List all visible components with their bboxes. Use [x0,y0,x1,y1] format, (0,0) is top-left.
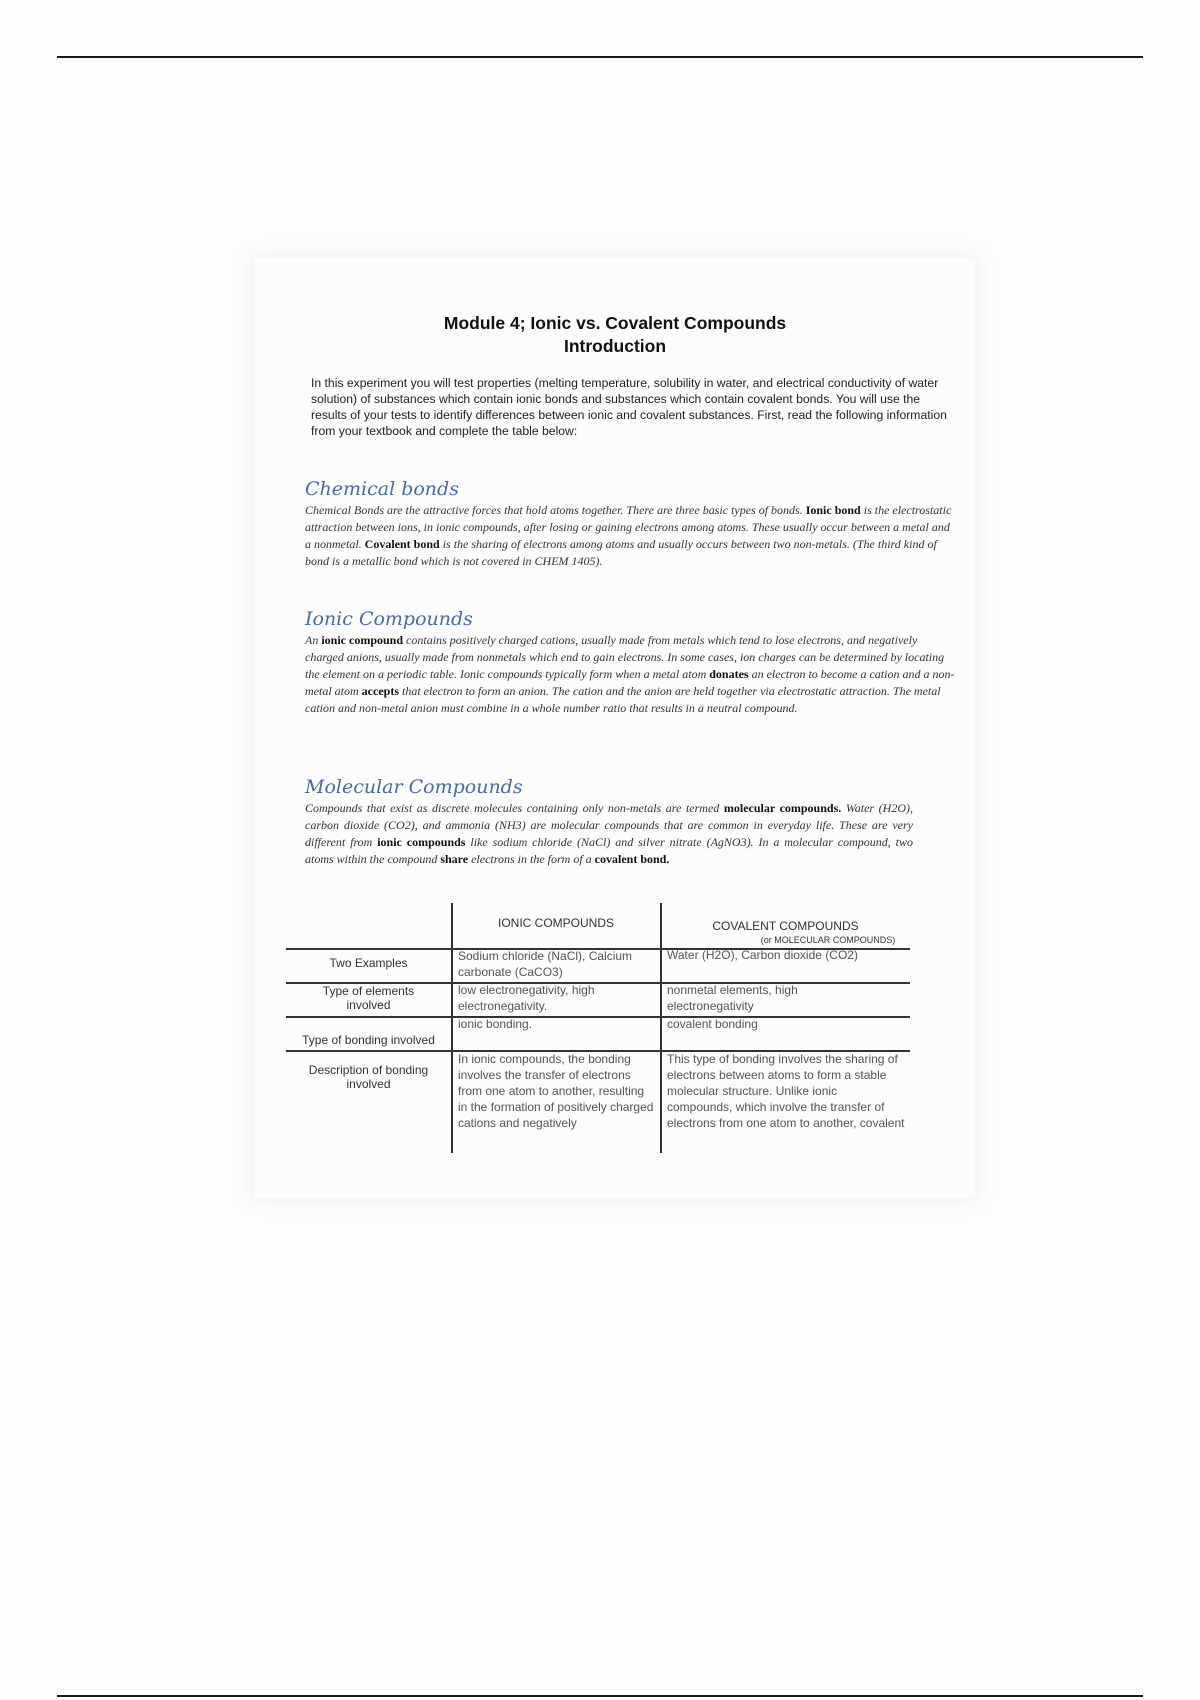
header-covalent-compounds: COVALENT COMPOUNDS [712,919,859,933]
term-share: share [440,852,469,866]
cell-covalent-bonding: covalent bonding [667,1017,758,1031]
text-run: an electron to become a cation and a non-metal atom [305,667,955,698]
row-label-type-of-bonding: Type of bonding involved [302,1033,435,1047]
intro-paragraph: In this experiment you will test properties (melting temperature, solubility in water, and electrical conductivity of water solution) of substances which contain ionic bonds and substances which contain covalent bonds. You will use the results of your tests to identify differences between ionic and covalent substances. First, read the following information from your textbook and complete the table below: [311,376,947,438]
cell-ionic-examples: Sodium chloride (NaCl), Calcium carbonate (CaCO3) [458,949,633,979]
term-donates: donates [709,667,749,681]
term-covalent-bond: Covalent bond [364,537,440,551]
term-ionic-compounds: ionic compounds [377,835,466,849]
term-covalent-bond: covalent bond. [594,852,670,866]
term-ionic-compound: ionic compound [321,633,404,647]
text-run: like sodium chloride (NaCl) and silver nitrate (AgNO3). In a molecular compound, two atoms within the compound [305,835,913,866]
table-divider [451,903,453,1153]
text-run: An [305,633,322,647]
cell-covalent-elements: nonmetal elements, high electronegativity [667,983,798,1013]
table-divider [660,903,662,1153]
header-covalent-subtitle: (or MOLECULAR COMPOUNDS) [760,935,896,945]
bottom-rule [57,1695,1143,1697]
paragraph-chemical-bonds [305,502,955,570]
cell-ionic-bonding: ionic bonding. [458,1017,533,1031]
cell-ionic-description: In ionic compounds, the bonding involves the transfer of electrons from one atom to another, resulting in the formation of positively charged cations and negatively [458,1052,654,1130]
term-ionic-bond: Ionic bond [805,503,861,517]
heading-chemical-bonds: Chemical bonds [305,478,459,500]
row-label-type-of-elements: Type of elements involved [322,984,415,1012]
text-run: electrons in the form of a [468,852,595,866]
document-page [255,258,975,1198]
paragraph-ionic-compounds [305,632,955,717]
text-run: that electron to form an anion. The cation and the anion are held together via electrostatic attraction. The metal cation and non-metal anion must combine in a whole number ratio that results in a neutral compound. [305,684,941,715]
text-run: is the electrostatic attraction between ions, in ionic compounds, after losing or gaining electrons among atoms. These usually occur between a metal and a nonmetal. [305,503,952,551]
paragraph-molecular-compounds [305,800,913,868]
heading-molecular-compounds: Molecular Compounds [305,776,523,798]
text-run: contains positively charged cations, usually made from metals which tend to lose electrons, and negatively charged anions, usually made from nonmetals which end to gain electrons. In some cases, ion charges can be determined by locating the element on a periodic table. Ionic compounds typically form when a metal atom [305,633,945,681]
text-run: Compounds that exist as discrete molecules containing only non-metals are termed [305,801,724,815]
heading-ionic-compounds: Ionic Compounds [305,608,473,630]
cell-covalent-description: This type of bonding involves the sharing of electrons between atoms to form a stable molecular structure. Unlike ionic compounds, which involve the transfer of electrons from one atom to another, covalent [667,1052,905,1130]
row-label-description: Description of bonding involved [308,1063,429,1091]
top-rule [57,56,1143,58]
term-accepts: accepts [361,684,399,698]
document-subtitle: Introduction [563,336,667,356]
text-run: is the sharing of electrons among atoms and usually occurs between two non-metals. (The third kind of bond is a metallic bond which is not covered in CHEM 1405). [305,537,937,568]
text-run: Chemical Bonds are the attractive forces that hold atoms together. There are three basic types of bonds. [305,503,806,517]
text-run: Water (H2O), carbon dioxide (CO2), and ammonia (NH3) are molecular compounds that are common in everyday life. These are very different from [305,801,913,849]
header-ionic-compounds: IONIC COMPOUNDS [497,916,614,930]
term-molecular-compounds: molecular compounds. [723,801,842,815]
cell-ionic-elements: low electronegativity, high electronegativity. [458,983,595,1013]
document-title: Module 4; Ionic vs. Covalent Compounds [443,313,787,333]
cell-covalent-examples: Water (H2O), Carbon dioxide (CO2) [667,948,858,962]
row-label-two-examples: Two Examples [329,956,408,970]
comparison-table [286,903,910,1153]
